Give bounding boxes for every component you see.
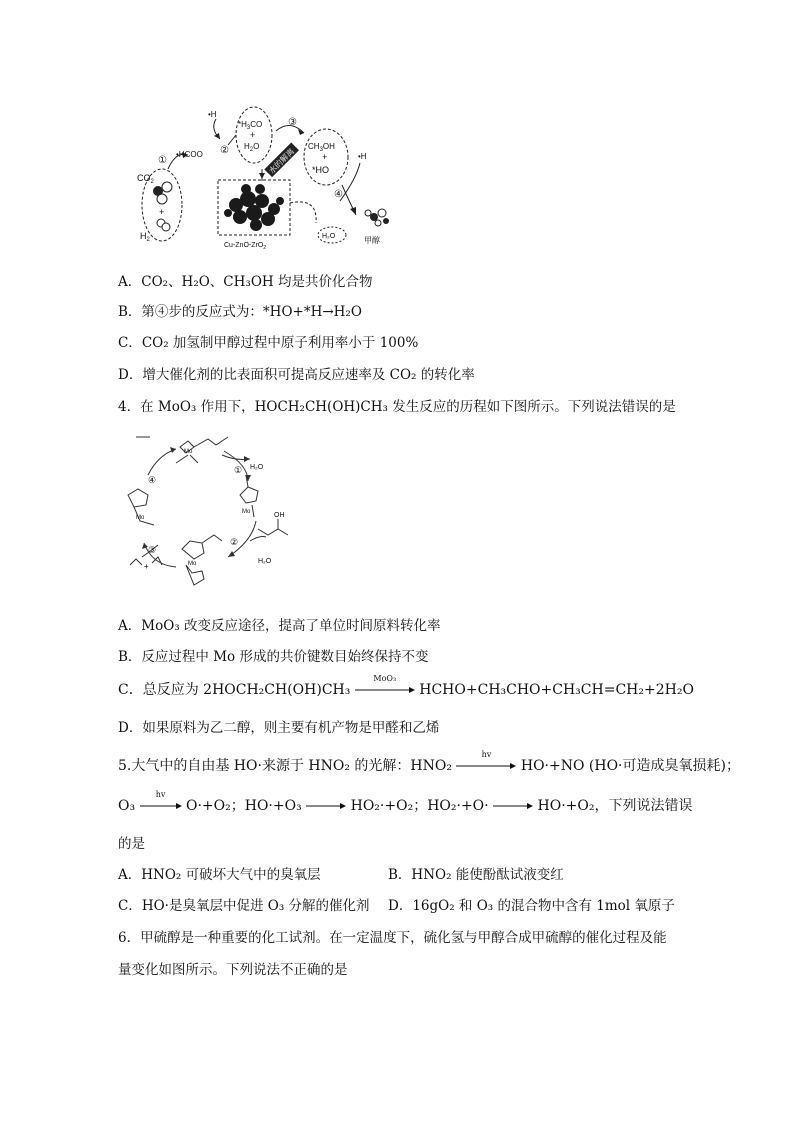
catalyst-label: Cu-ZnO-ZrO$_2$ xyxy=(224,242,267,251)
svg-text:①: ① xyxy=(158,155,167,166)
svg-text:Mo: Mo xyxy=(242,509,251,515)
svg-text:④: ④ xyxy=(334,189,343,200)
q3-option-b: B．第④步的反应式为：*HO+*H→H₂O xyxy=(118,304,362,320)
svg-text:③: ③ xyxy=(148,545,157,555)
q4-option-b: B．反应过程中 Mo 形成的共价键数目始终保持不变 xyxy=(118,649,429,665)
svg-text:H₂O: H₂O xyxy=(250,464,264,471)
co2-hydrogenation-diagram xyxy=(128,105,408,255)
h2-label: $H_2$ xyxy=(140,231,150,243)
q5-stem-line2: O₃ hv O·+O₂；HO·+O₃ HO₂·+O₂；HO₂·+O· HO·+O₂，下列说法错误 xyxy=(118,790,693,814)
svg-text:H₂O: H₂O xyxy=(322,233,336,240)
photolysis-arrow: hv xyxy=(456,759,516,773)
svg-text:*H3CO: $*H_3CO$ xyxy=(238,120,263,131)
svg-text:•H: •H xyxy=(208,110,217,119)
svg-text:②: ② xyxy=(230,537,239,547)
q5-option-a: A．HNO₂ 可破坏大气中的臭氧层 xyxy=(118,867,321,883)
q5-option-c: C．HO·是臭氧层中促进 O₃ 分解的催化剂 xyxy=(118,898,370,914)
svg-text:②: ② xyxy=(220,145,229,156)
photolysis-arrow-2: hv xyxy=(140,799,182,813)
q5-stem-line1: 5.大气中的自由基 HO·来源于 HNO₂ 的光解：HNO₂ hv HO·+NO (HO·可造成臭氧损耗)； xyxy=(118,750,740,774)
q4-option-a: A．MoO₃ 改变反应途径，提高了单位时间原料转化率 xyxy=(118,618,441,634)
svg-text:+: + xyxy=(250,130,256,140)
svg-text:①: ① xyxy=(234,465,243,475)
q6-stem-line1: 6．甲硫醇是一种重要的化工试剂。在一定温度下，硫化氢与甲醇合成甲硫醇的催化过程及能 xyxy=(118,930,667,946)
reaction-arrow: MoO₃ xyxy=(355,683,415,697)
svg-text:Mo: Mo xyxy=(136,515,145,521)
q6-stem-line2: 量变化如图所示。下列说法不正确的是 xyxy=(118,962,348,978)
co2-label: $CO_2$ xyxy=(137,173,154,185)
moo3-cycle-diagram xyxy=(118,425,298,590)
svg-text:Mo: Mo xyxy=(184,449,193,455)
svg-text:+: + xyxy=(144,562,149,571)
svg-text:③: ③ xyxy=(288,117,297,128)
svg-text:水的解离: 水的解离 xyxy=(267,146,297,176)
svg-text:*HO: *HO xyxy=(312,165,330,175)
svg-text:+: + xyxy=(159,207,165,217)
q3-option-a: A．CO₂、H₂O、CH₃OH 均是共价化合物 xyxy=(118,274,373,290)
q5-option-d: D．16gO₂ 和 O₃ 的混合物中含有 1mol 氧原子 xyxy=(388,898,675,914)
q5-option-b: B．HNO₂ 能使酚酞试液变红 xyxy=(388,867,564,883)
svg-text:CH3OH: $CH_3OH$ xyxy=(308,142,335,153)
svg-text:H2O: $H_2O$ xyxy=(244,142,260,153)
q5-stem-line3: 的是 xyxy=(118,836,145,852)
q4-option-d: D．如果原料为乙二醇，则主要有机产物是甲醛和乙烯 xyxy=(118,720,440,736)
svg-text:H₂O: H₂O xyxy=(258,558,272,565)
svg-text:•H: •H xyxy=(358,152,367,161)
reaction-arrow-3 xyxy=(493,799,533,813)
q3-option-c: C．CO₂ 加氢制甲醇过程中原子利用率小于 100% xyxy=(118,335,419,351)
svg-text:甲醇: 甲醇 xyxy=(364,236,380,245)
svg-text:④: ④ xyxy=(148,475,157,485)
q4-option-c: C．总反应为 2HOCH₂CH(OH)CH₃ MoO₃ HCHO+CH₃CHO+CH₃CH=CH₂+2H₂O xyxy=(118,674,694,698)
svg-text:+: + xyxy=(322,152,328,162)
svg-text:Mo: Mo xyxy=(188,561,197,567)
svg-text:OH: OH xyxy=(274,512,285,519)
svg-text:•HCOO: •HCOO xyxy=(176,150,203,159)
q4-stem: 4．在 MoO₃ 作用下，HOCH₂CH(OH)CH₃ 发生反应的历程如下图所示。下列说法错误的是 xyxy=(118,399,676,415)
reaction-arrow-2 xyxy=(306,799,346,813)
q3-option-d: D．增大催化剂的比表面积可提高反应速率及 CO₂ 的转化率 xyxy=(118,367,475,383)
